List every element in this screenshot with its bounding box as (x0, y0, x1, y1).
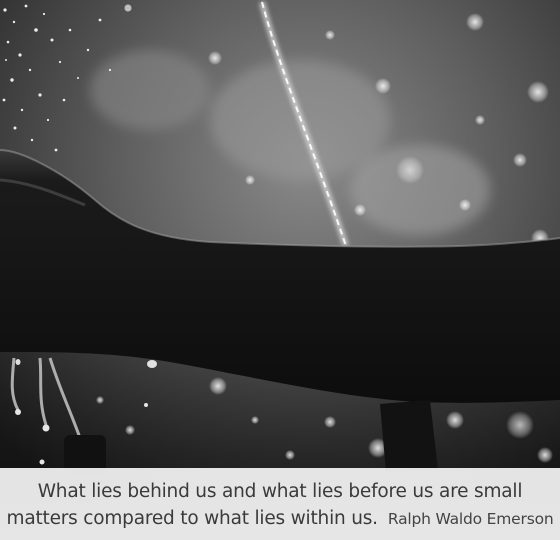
quote-author: Ralph Waldo Emerson (387, 510, 554, 528)
quote-line-2-text: matters compared to what lies within us. (6, 508, 378, 529)
quote-line-2 (0, 508, 560, 529)
caption-band (0, 468, 560, 540)
quote-line-1: What lies behind us and what lies before us are small (37, 481, 523, 502)
